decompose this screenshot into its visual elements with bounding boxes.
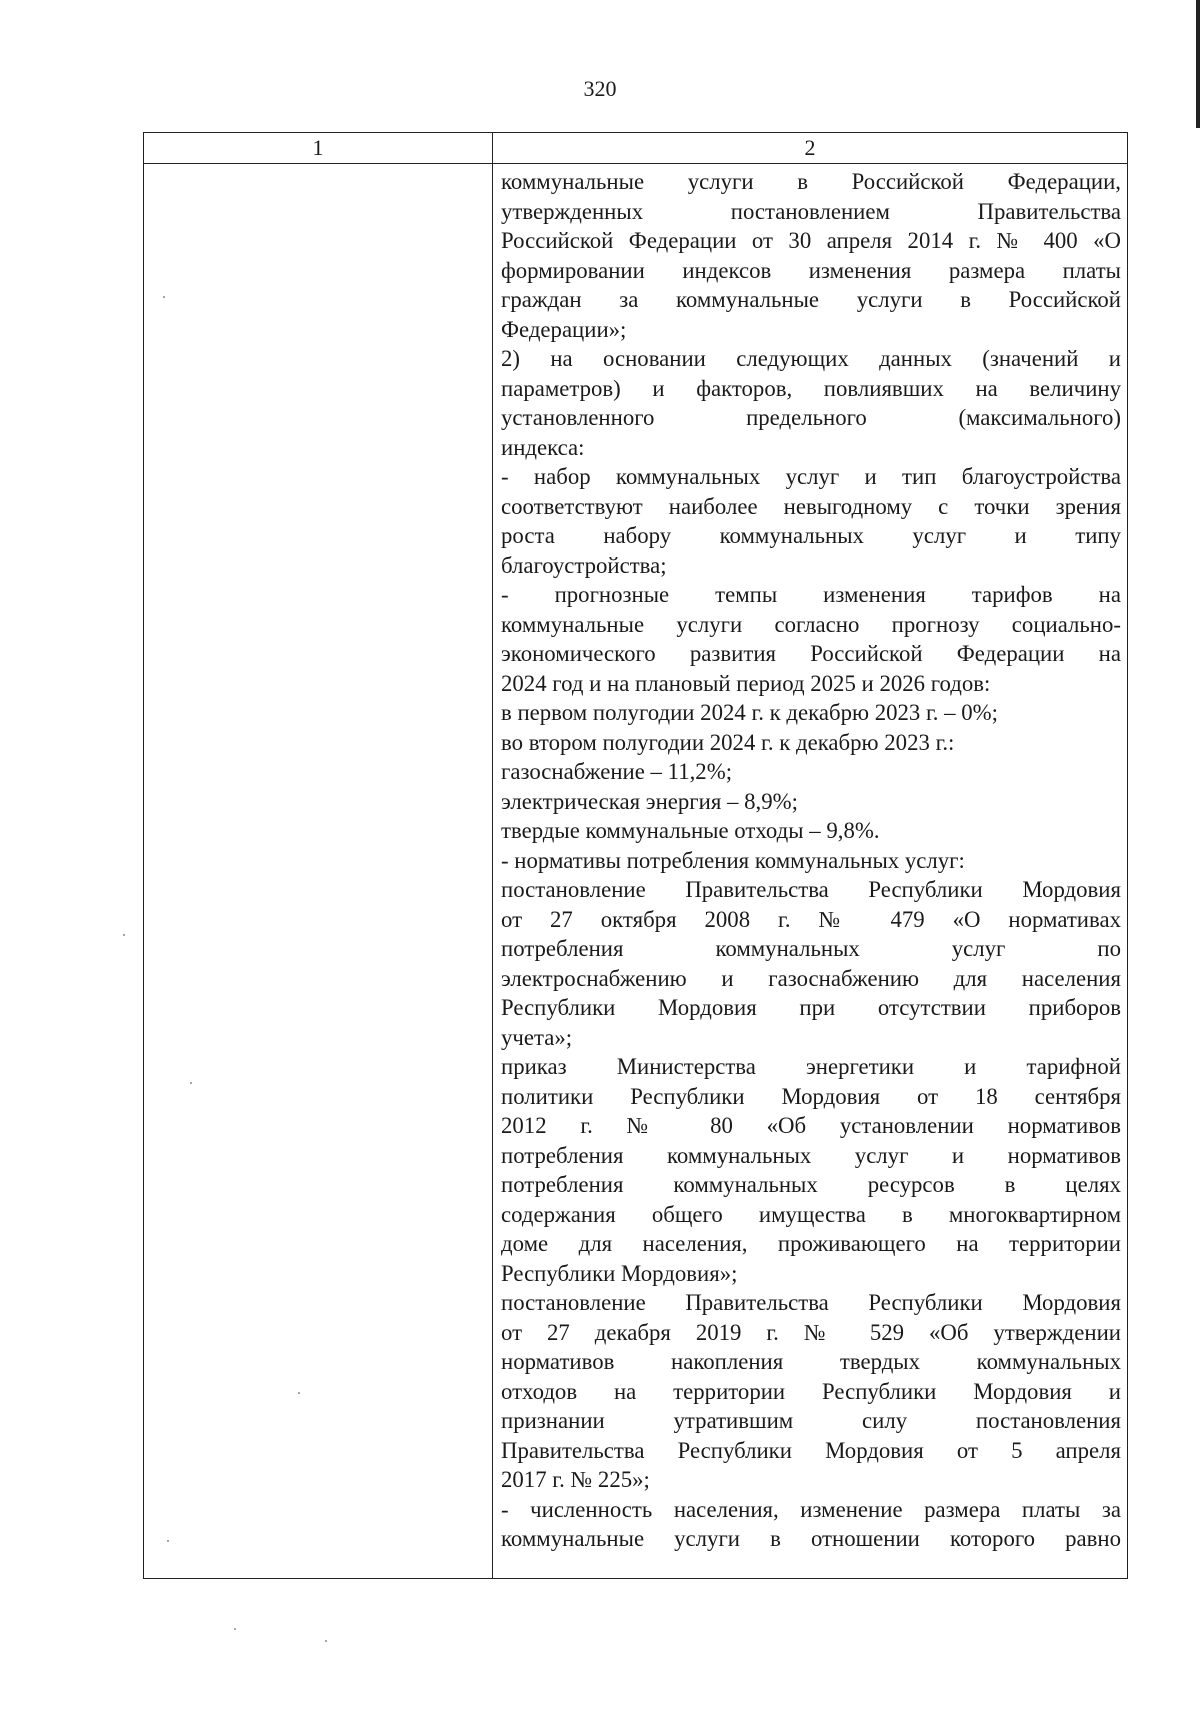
text-line: Российской Федерации от 30 апреля 2014 г. № 400 «О: [501, 228, 1121, 253]
text-line: учета»;: [501, 1024, 573, 1050]
text-line: доме для населения, проживающего на территории: [501, 1231, 1121, 1256]
scan-speck: [234, 1628, 236, 1630]
text-line: в первом полугодии 2024 г. к декабрю 2023 г. – 0%;: [501, 700, 998, 725]
text-line: 2012 г. № 80 «Об установлении нормативов: [501, 1113, 1121, 1138]
text-line: благоустройства;: [501, 552, 667, 578]
text-line: коммунальные услуги в отношении которого равно: [501, 1526, 1121, 1551]
text-line: признании утратившим силу постановления: [501, 1408, 1121, 1433]
text-line: потребления коммунальных ресурсов в целях: [501, 1172, 1121, 1197]
text-line: Республики Мордовия»;: [501, 1260, 738, 1286]
text-line: установленного предельного (максимального): [501, 405, 1121, 430]
text-line: индекса:: [501, 434, 585, 460]
text-line: Республики Мордовия при отсутствии приборов: [501, 995, 1121, 1020]
scan-speck: [123, 934, 125, 936]
header-cell-1: 1: [144, 133, 493, 164]
text-line: постановление Правительства Республики Мордовия: [501, 1290, 1121, 1315]
text-line: коммунальные услуги в Российской Федерации,: [501, 169, 1121, 194]
text-line: потребления коммунальных услуг по: [501, 936, 1121, 961]
text-line: Федерации»;: [501, 316, 627, 342]
text-line: - набор коммунальных услуг и тип благоустройства: [501, 464, 1121, 489]
document-table: [143, 132, 1128, 1579]
text-line: формировании индексов изменения размера платы: [501, 257, 1121, 283]
text-line: приказ Министерства энергетики и тарифной: [501, 1054, 1121, 1079]
page-number: 320: [583, 76, 617, 101]
text-line: - прогнозные темпы изменения тарифов на: [501, 582, 1121, 607]
table-header-row: [144, 133, 1128, 164]
header-cell-2: 2: [493, 133, 1128, 164]
text-line: во втором полугодии 2024 г. к декабрю 2023 г.:: [501, 729, 955, 755]
text-line: Правительства Республики Мордовия от 5 апреля: [501, 1437, 1121, 1463]
text-line: потребления коммунальных услуг и нормативов: [501, 1142, 1121, 1168]
page-edge-mark: [1196, 0, 1200, 128]
text-line: от 27 декабря 2019 г. № 529 «Об утверждении: [501, 1319, 1121, 1345]
text-line: электрическая энергия – 8,9%;: [501, 788, 798, 814]
text-line: коммунальные услуги согласно прогнозу социально-: [501, 611, 1121, 637]
text-line: содержания общего имущества в многоквартирном: [501, 1201, 1121, 1227]
text-line: газоснабжение – 11,2%;: [501, 759, 733, 784]
text-line: - численность населения, изменение размера платы за: [501, 1496, 1121, 1522]
scan-speck: [298, 1392, 300, 1394]
text-line: электроснабжению и газоснабжению для населения: [501, 965, 1121, 991]
scan-speck: [325, 1640, 327, 1642]
text-line: параметров) и факторов, повлиявших на величину: [501, 375, 1121, 401]
scan-speck: [167, 1540, 169, 1542]
text-line: роста набору коммунальных услуг и типу: [501, 523, 1121, 548]
text-line: от 27 октября 2008 г. № 479 «О нормативах: [501, 906, 1121, 932]
text-line: экономического развития Российской Федерации на: [501, 641, 1121, 666]
cell-text: [501, 167, 1121, 1554]
scan-speck: [163, 296, 165, 298]
table-body-row: [144, 164, 1128, 1579]
scan-speck: [190, 1082, 192, 1084]
text-line: утвержденных постановлением Правительства: [501, 198, 1121, 224]
text-line: нормативов накопления твердых коммунальных: [501, 1349, 1121, 1374]
text-line: политики Республики Мордовия от 18 сентября: [501, 1083, 1121, 1109]
body-cell-2: [493, 164, 1128, 1579]
text-line: граждан за коммунальные услуги в Российской: [501, 287, 1121, 312]
text-line: 2017 г. № 225»;: [501, 1467, 650, 1492]
text-line: постановление Правительства Республики Мордовия: [501, 877, 1121, 902]
text-line: - нормативы потребления коммунальных услуг:: [501, 847, 965, 873]
text-line: отходов на территории Республики Мордовия и: [501, 1378, 1121, 1404]
body-cell-1: [144, 164, 493, 1579]
text-line: соответствуют наиболее невыгодному с точки зрения: [501, 493, 1121, 519]
text-line: 2024 год и на плановый период 2025 и 2026 годов:: [501, 670, 991, 696]
text-line: 2) на основании следующих данных (значений и: [501, 346, 1121, 371]
text-line: твердые коммунальные отходы – 9,8%.: [501, 818, 880, 843]
